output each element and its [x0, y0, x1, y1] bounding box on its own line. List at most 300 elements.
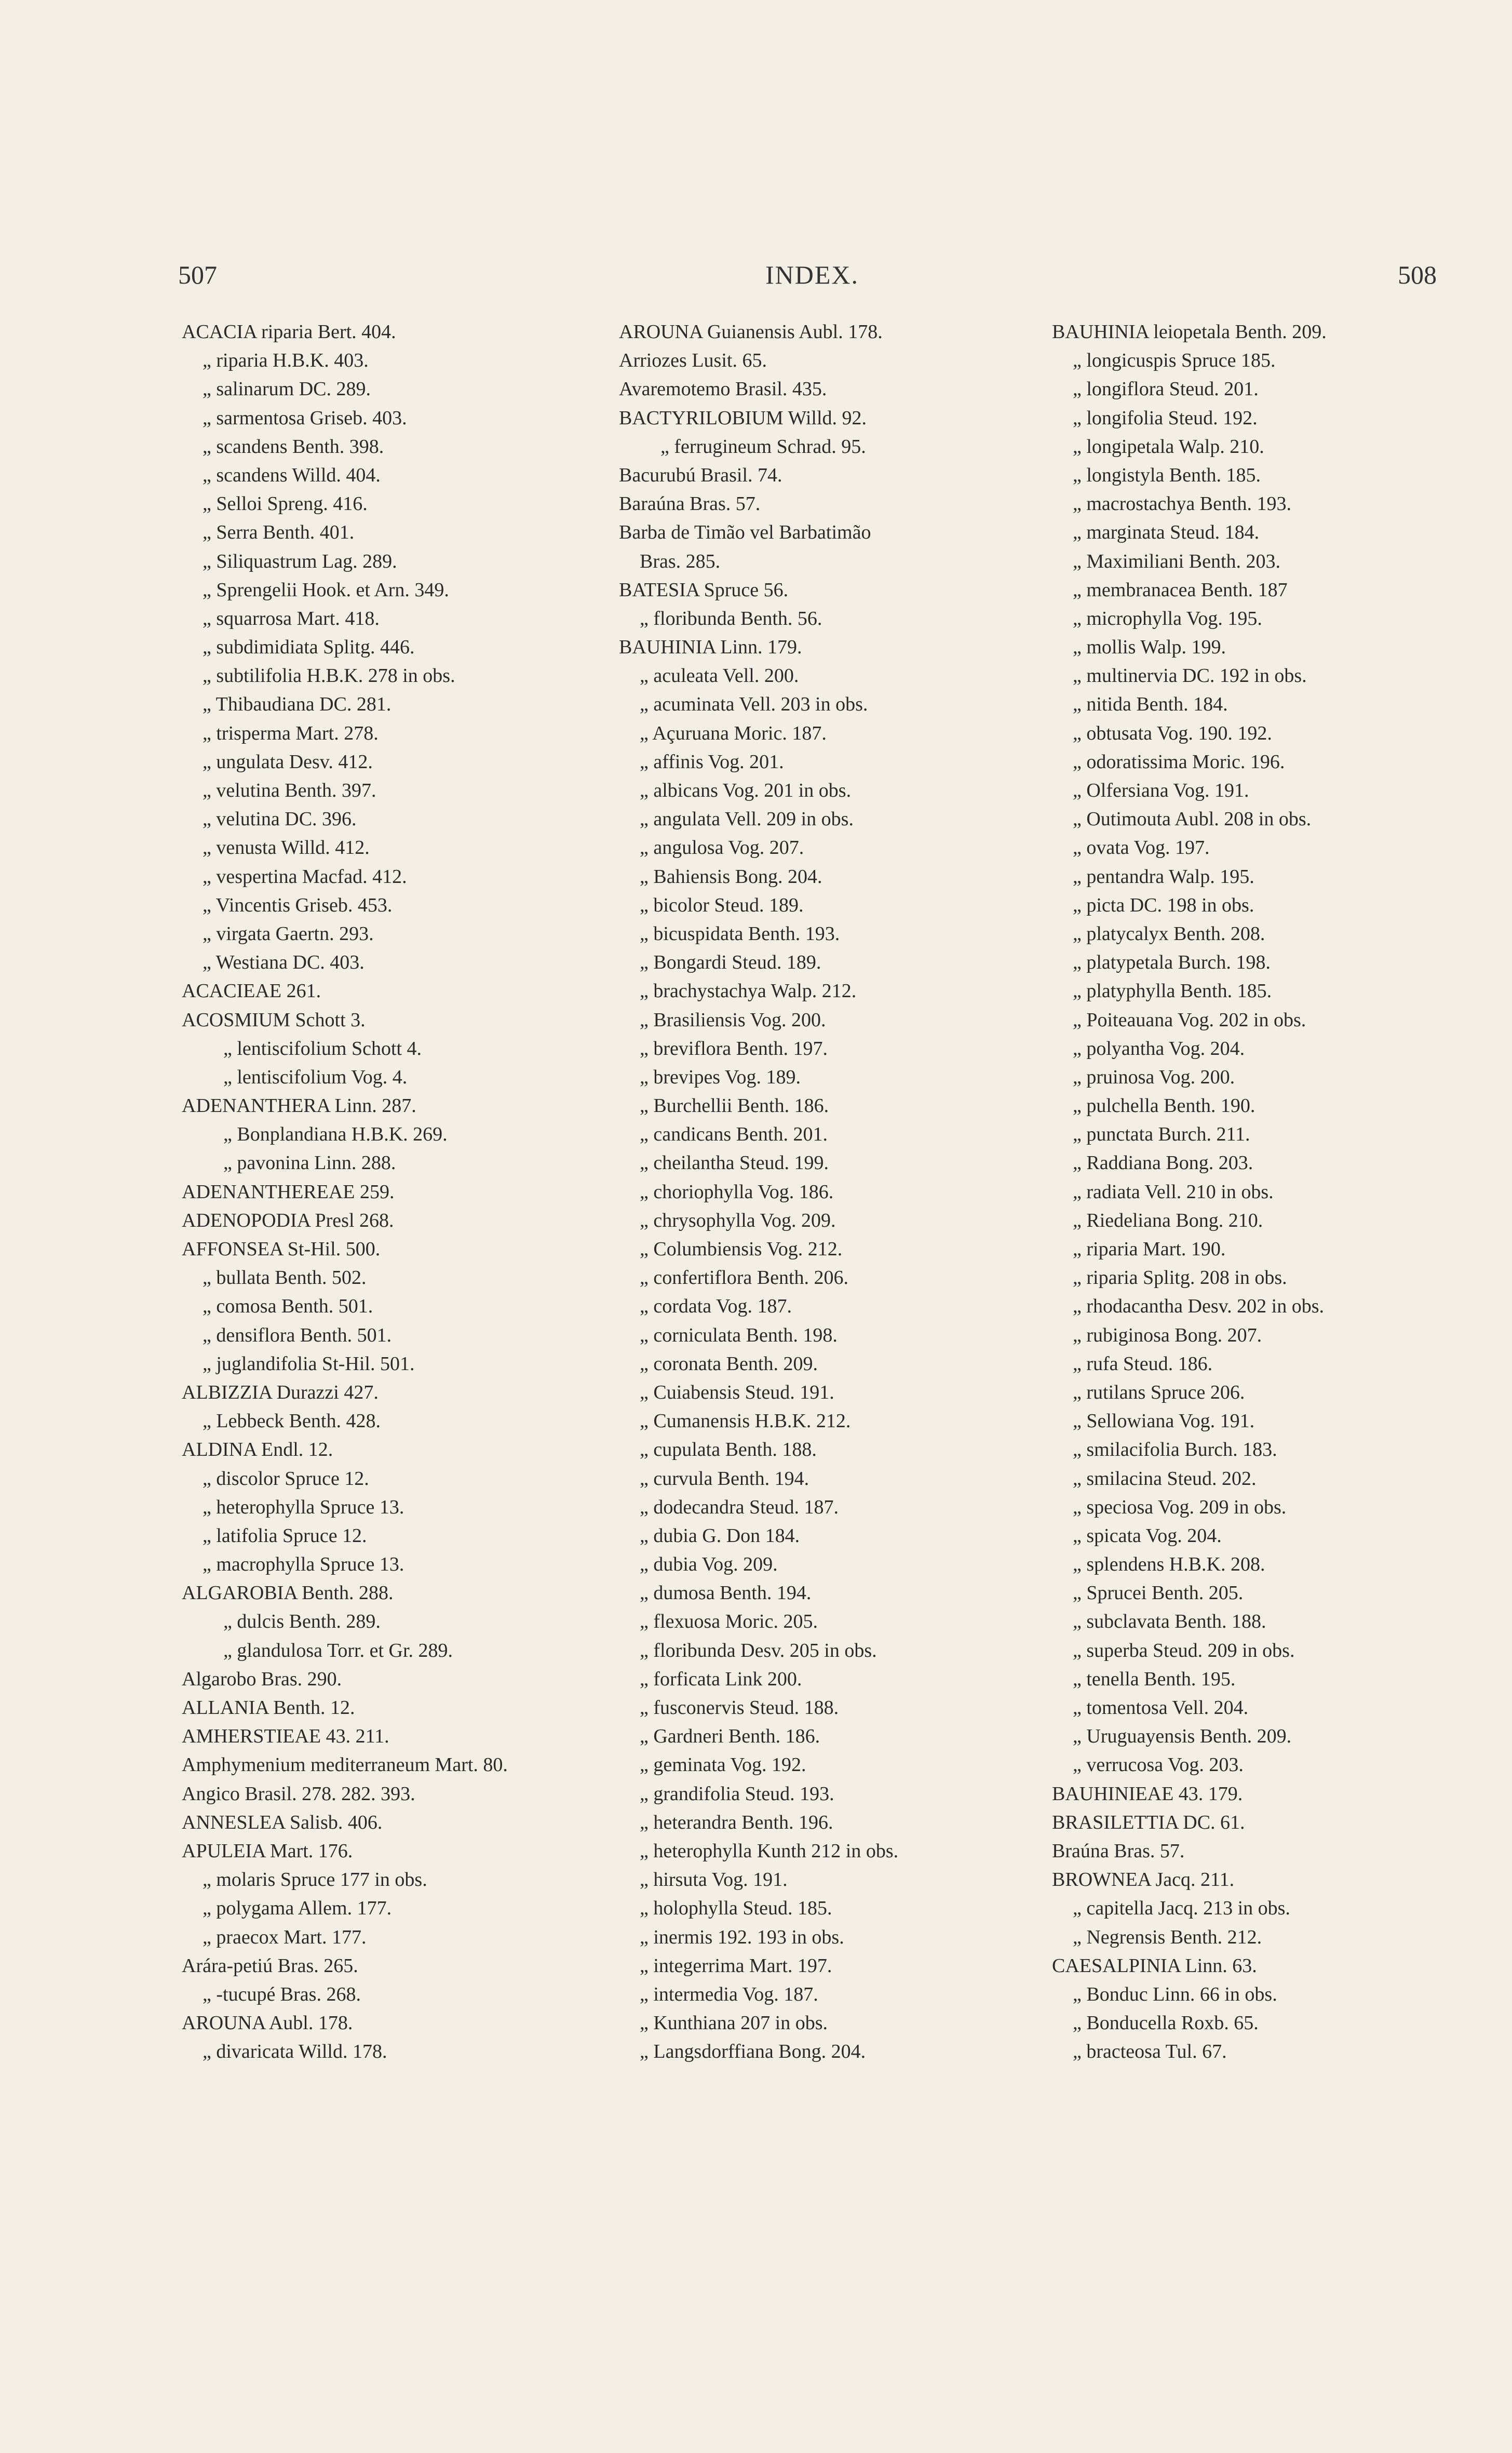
index-entry-text: ADENANTHEREAE 259. [182, 1181, 395, 1203]
index-entry [182, 1465, 639, 1493]
index-entry [1052, 1980, 1509, 2009]
index-entry-text: Barba de Timão vel Barbatimão [619, 521, 871, 544]
index-entry-text: „ Westiana DC. 403. [203, 951, 365, 974]
index-entry-text: „ molaris Spruce 177 in obs. [203, 1869, 427, 1891]
index-entry [619, 1178, 1076, 1207]
index-entry-text: „ Maximiliani Benth. 203. [1073, 550, 1281, 572]
index-entry-text: „ sarmentosa Griseb. 403. [203, 407, 407, 429]
index-entry-text: „ platyphylla Benth. 185. [1073, 980, 1272, 1002]
index-entry [1052, 2038, 1509, 2066]
index-entry-text: BAUHINIEAE 43. 179. [1052, 1782, 1243, 1805]
index-entry-text: ACACIEAE 261. [182, 980, 321, 1002]
index-entry [182, 719, 639, 748]
index-entry-text: APULEIA Mart. 176. [182, 1840, 353, 1862]
index-entry-text: ADENOPODIA Presl 268. [182, 1209, 394, 1231]
index-entry [1052, 1092, 1509, 1120]
index-entry-text: „ hirsuta Vog. 191. [640, 1869, 788, 1891]
index-entry-text: „ divaricata Willd. 178. [203, 2041, 387, 2063]
index-entry [182, 920, 639, 948]
index-entry [182, 1694, 639, 1722]
index-entry [182, 1980, 639, 2009]
index-entry-text: „ mollis Walp. 199. [1073, 636, 1226, 659]
index-entry [182, 776, 639, 805]
index-entry-text: „ fusconervis Steud. 188. [640, 1697, 839, 1719]
index-entry [1052, 891, 1509, 920]
index-entry-text: „ pulchella Benth. 190. [1073, 1095, 1256, 1117]
index-entry-text: BAUHINIA Linn. 179. [619, 636, 802, 659]
index-entry [619, 1894, 1076, 1923]
index-entry-text: „ Burchellii Benth. 186. [640, 1095, 829, 1117]
index-entry [619, 1465, 1076, 1493]
index-entry [619, 719, 1076, 748]
index-entry-text: „ Sprucei Benth. 205. [1073, 1582, 1244, 1604]
index-entry [619, 748, 1076, 776]
index-entry [1052, 1264, 1509, 1292]
page-header [0, 260, 1512, 301]
index-entry-text: „ subtilifolia H.B.K. 278 in obs. [203, 665, 455, 687]
index-entry [182, 1120, 639, 1149]
index-entry-text: „ longiflora Steud. 201. [1073, 378, 1259, 400]
index-entry [1052, 633, 1509, 662]
index-entry [182, 1321, 639, 1350]
index-entry [182, 1436, 639, 1464]
index-entry-text: „ Açuruana Moric. 187. [640, 722, 827, 744]
index-entry [182, 1407, 639, 1436]
index-entry [1052, 1292, 1509, 1321]
index-entry [619, 1407, 1076, 1436]
index-entry [619, 1722, 1076, 1751]
index-entry [619, 1751, 1076, 1779]
index-entry-text: ALBIZZIA Durazzi 427. [182, 1381, 379, 1403]
index-entry [182, 1637, 639, 1665]
index-entry [619, 1207, 1076, 1235]
index-entry [619, 977, 1076, 1006]
index-entry [1052, 948, 1509, 977]
index-entry [619, 1665, 1076, 1694]
index-entry [1052, 977, 1509, 1006]
index-entry [619, 1006, 1076, 1035]
index-entry-text: „ capitella Jacq. 213 in obs. [1073, 1897, 1290, 1920]
index-entry-text: „ comosa Benth. 501. [203, 1295, 373, 1318]
index-entry-text: „ candicans Benth. 201. [640, 1123, 828, 1146]
index-entry-text: Baraúna Bras. 57. [619, 493, 761, 515]
index-entry-text: BAUHINIA leiopetala Benth. 209. [1052, 321, 1327, 343]
index-entry [619, 1866, 1076, 1894]
index-entry [182, 748, 639, 776]
index-entry [619, 576, 1076, 605]
index-entry [619, 891, 1076, 920]
index-entry [1052, 1465, 1509, 1493]
index-entry [182, 1522, 639, 1550]
index-entry-text: „ Gardneri Benth. 186. [640, 1725, 820, 1748]
index-entry-text: „ obtusata Vog. 190. 192. [1073, 722, 1272, 744]
index-entry [619, 547, 1076, 576]
index-entry [182, 461, 639, 490]
index-entry [182, 1264, 639, 1292]
index-entry [619, 375, 1076, 404]
index-entry-text: „ trisperma Mart. 278. [203, 722, 379, 744]
index-entry-text: CAESALPINIA Linn. 63. [1052, 1954, 1257, 1977]
index-entry [1052, 433, 1509, 461]
index-entry [619, 948, 1076, 977]
index-entry [1052, 1149, 1509, 1177]
index-entry-text: „ Langsdorffiana Bong. 204. [640, 2041, 866, 2063]
index-entry-text: „ acuminata Vell. 203 in obs. [640, 693, 868, 716]
index-entry-text: „ Brasiliensis Vog. 200. [640, 1009, 826, 1031]
index-entry-text: „ spicata Vog. 204. [1073, 1524, 1222, 1547]
index-entry [619, 690, 1076, 719]
index-entry [182, 318, 639, 346]
index-entry [1052, 1694, 1509, 1722]
index-entry [182, 1178, 639, 1207]
index-entry [619, 461, 1076, 490]
index-entry [182, 1952, 639, 1980]
index-entry [182, 633, 639, 662]
index-entry [1052, 1607, 1509, 1636]
index-entry-text: „ squarrosa Mart. 418. [203, 607, 380, 629]
index-entry-text: „ scandens Willd. 404. [203, 464, 381, 486]
index-entry [619, 2009, 1076, 2038]
index-entry [182, 1808, 639, 1837]
index-entry [619, 1780, 1076, 1808]
index-entry-text: „ verrucosa Vog. 203. [1073, 1754, 1244, 1776]
index-entry-text: „ cupulata Benth. 188. [640, 1439, 817, 1461]
index-entry [182, 948, 639, 977]
index-entry [1052, 1407, 1509, 1436]
index-entry [619, 346, 1076, 375]
index-entry [619, 518, 1076, 547]
index-entry-text: „ ferrugineum Schrad. 95. [660, 435, 866, 458]
index-entry [1052, 375, 1509, 404]
index-entry-text: „ Bonducella Roxb. 65. [1073, 2012, 1259, 2034]
index-entry [619, 920, 1076, 948]
index-entry [1052, 346, 1509, 375]
index-entry-text: „ marginata Steud. 184. [1073, 521, 1260, 544]
index-entry [619, 1378, 1076, 1407]
index-entry [182, 690, 639, 719]
index-entry-text: „ flexuosa Moric. 205. [640, 1611, 818, 1633]
index-entry [1052, 1235, 1509, 1264]
index-entry [182, 490, 639, 518]
index-entry-text: „ multinervia DC. 192 in obs. [1073, 665, 1307, 687]
index-entry [1052, 1751, 1509, 1779]
index-entry [619, 404, 1076, 433]
index-entry-text: „ Cuiabensis Steud. 191. [640, 1381, 834, 1403]
index-column-3 [1052, 318, 1509, 2066]
index-entry-text: „ chrysophylla Vog. 209. [640, 1209, 836, 1231]
index-entry-text: „ densiflora Benth. 501. [203, 1324, 392, 1346]
index-entry-text: „ longifolia Steud. 192. [1073, 407, 1258, 429]
index-entry [1052, 461, 1509, 490]
index-entry-text: „ brachystachya Walp. 212. [640, 980, 857, 1002]
index-entry-text: „ speciosa Vog. 209 in obs. [1073, 1496, 1287, 1518]
index-entry-text: AROUNA Guianensis Aubl. 178. [619, 321, 883, 343]
index-entry [619, 1292, 1076, 1321]
index-entry-text: ADENANTHERA Linn. 287. [182, 1095, 416, 1117]
index-entry-text: „ pavonina Linn. 288. [223, 1152, 396, 1174]
index-entry-text: AFFONSEA St-Hil. 500. [182, 1238, 381, 1260]
index-entry [182, 1722, 639, 1751]
index-entry-text: „ picta DC. 198 in obs. [1073, 894, 1254, 916]
index-entry [1052, 1579, 1509, 1607]
index-entry-text: ANNESLEA Salisb. 406. [182, 1811, 383, 1833]
index-entry-text: „ subdimidiata Splitg. 446. [203, 636, 415, 659]
index-entry-text: „ Riedeliana Bong. 210. [1073, 1209, 1263, 1231]
index-entry [1052, 1178, 1509, 1207]
index-entry-text: „ heterophylla Kunth 212 in obs. [640, 1840, 899, 1862]
index-entry-text: „ salinarum DC. 289. [203, 378, 371, 400]
index-entry-text: ALGAROBIA Benth. 288. [182, 1582, 394, 1604]
index-entry-text: Avaremotemo Brasil. 435. [619, 378, 827, 400]
index-entry-text: „ pruinosa Vog. 200. [1073, 1066, 1235, 1088]
index-entry [1052, 1493, 1509, 1522]
index-entry [182, 1751, 639, 1779]
index-entry [1052, 1637, 1509, 1665]
index-entry-text: „ geminata Vog. 192. [640, 1754, 806, 1776]
index-entry [619, 1694, 1076, 1722]
index-entry [619, 1149, 1076, 1177]
index-entry-text: „ Columbiensis Vog. 212. [640, 1238, 843, 1260]
index-entry [619, 805, 1076, 834]
index-entry [1052, 605, 1509, 633]
index-entry-text: „ riparia Splitg. 208 in obs. [1073, 1267, 1287, 1289]
index-entry-text: „ Bonplandiana H.B.K. 269. [223, 1123, 448, 1146]
index-entry-text: „ Outimouta Aubl. 208 in obs. [1073, 808, 1312, 830]
index-entry-text: „ rhodacantha Desv. 202 in obs. [1073, 1295, 1325, 1318]
index-entry-text: „ floribunda Desv. 205 in obs. [640, 1639, 877, 1661]
index-entry-text: „ longistyla Benth. 185. [1073, 464, 1261, 486]
index-entry [1052, 1378, 1509, 1407]
index-entry-text: „ coronata Benth. 209. [640, 1352, 818, 1375]
index-entry [1052, 318, 1509, 346]
index-entry-text: „ Raddiana Bong. 203. [1073, 1152, 1253, 1174]
index-entry [1052, 863, 1509, 891]
index-entry [1052, 748, 1509, 776]
index-entry-text: „ heterophylla Spruce 13. [203, 1496, 404, 1518]
index-entry-text: „ lentiscifolium Schott 4. [223, 1037, 422, 1060]
index-entry [619, 1120, 1076, 1149]
index-entry-text: „ platycalyx Benth. 208. [1073, 922, 1265, 945]
index-entry-text: „ dodecandra Steud. 187. [640, 1496, 839, 1518]
index-entry [619, 1837, 1076, 1866]
index-entry-text: „ scandens Benth. 398. [203, 435, 384, 458]
index-entry [182, 1292, 639, 1321]
index-entry [182, 1235, 639, 1264]
index-entry-text: „ corniculata Benth. 198. [640, 1324, 838, 1346]
index-entry-text: „ bicuspidata Benth. 193. [640, 922, 840, 945]
index-entry-text: „ affinis Vog. 201. [640, 750, 784, 773]
index-entry-text: „ tenella Benth. 195. [1073, 1668, 1236, 1690]
index-entry-text: „ brevipes Vog. 189. [640, 1066, 801, 1088]
index-entry [1052, 576, 1509, 605]
index-entry [182, 1866, 639, 1894]
index-entry [182, 547, 639, 576]
index-entry-text: Algarobo Bras. 290. [182, 1668, 342, 1690]
index-entry-text: „ dumosa Benth. 194. [640, 1582, 812, 1604]
index-entry [182, 1035, 639, 1063]
index-entry [182, 1550, 639, 1579]
index-entry [619, 1522, 1076, 1550]
index-entry-text: „ Poiteauana Vog. 202 in obs. [1073, 1009, 1306, 1031]
index-entry-text: „ odoratissima Moric. 196. [1073, 750, 1285, 773]
index-entry [182, 605, 639, 633]
index-entry [1052, 404, 1509, 433]
index-entry-text: ALLANIA Benth. 12. [182, 1697, 355, 1719]
index-entry [182, 1837, 639, 1866]
index-entry [182, 1063, 639, 1092]
index-entry-text: Arára-petiú Bras. 265. [182, 1954, 358, 1977]
index-entry [619, 1607, 1076, 1636]
index-entry [182, 576, 639, 605]
page-title: INDEX. [765, 260, 859, 289]
index-entry [619, 318, 1076, 346]
index-entry-text: „ discolor Spruce 12. [203, 1467, 369, 1490]
index-entry-text: BROWNEA Jacq. 211. [1052, 1869, 1235, 1891]
index-entry-text: BACTYRILOBIUM Willd. 92. [619, 407, 867, 429]
index-entry-text: „ holophylla Steud. 185. [640, 1897, 832, 1920]
index-entry-text: „ subclavata Benth. 188. [1073, 1611, 1266, 1633]
index-entry-text: „ bicolor Steud. 189. [640, 894, 804, 916]
index-entry-text: „ grandifolia Steud. 193. [640, 1782, 834, 1805]
index-entry-text: „ aculeata Vell. 200. [640, 665, 799, 687]
index-entry-text: „ tomentosa Vell. 204. [1073, 1697, 1249, 1719]
index-entry-text: „ inermis 192. 193 in obs. [640, 1926, 844, 1948]
index-entry [1052, 1207, 1509, 1235]
index-entry [619, 1350, 1076, 1378]
index-entry [619, 1493, 1076, 1522]
index-entry [1052, 1550, 1509, 1579]
index-entry-text: „ dubia G. Don 184. [640, 1524, 800, 1547]
index-entry-text: „ Sprengelii Hook. et Arn. 349. [203, 579, 449, 601]
index-entry-text: „ integerrima Mart. 197. [640, 1954, 832, 1977]
index-entry-text: „ lentiscifolium Vog. 4. [223, 1066, 408, 1088]
index-entry-text: „ -tucupé Bras. 268. [203, 1983, 361, 2005]
index-entry-text: BATESIA Spruce 56. [619, 579, 789, 601]
index-entry [182, 1923, 639, 1952]
index-column-1 [182, 318, 639, 2066]
index-entry [182, 1350, 639, 1378]
index-entry [1052, 776, 1509, 805]
index-entry-text: „ rubiginosa Bong. 207. [1073, 1324, 1262, 1346]
index-entry [1052, 1665, 1509, 1694]
index-entry [182, 2009, 639, 2038]
right-page-number: 508 [1398, 260, 1437, 289]
index-entry-text: „ Negrensis Benth. 212. [1073, 1926, 1262, 1948]
index-entry-text: „ cordata Vog. 187. [640, 1295, 792, 1318]
index-entry [182, 346, 639, 375]
index-entry [619, 1550, 1076, 1579]
index-entry-text: „ riparia H.B.K. 403. [203, 350, 369, 372]
index-entry-text: „ bullata Benth. 502. [203, 1267, 367, 1289]
index-entry [619, 433, 1076, 461]
index-entry-text: Bacurubú Brasil. 74. [619, 464, 782, 486]
index-entry [182, 1607, 639, 1636]
index-entry-text: „ riparia Mart. 190. [1073, 1238, 1226, 1260]
index-entry-text: „ Siliquastrum Lag. 289. [203, 550, 397, 572]
index-entry [182, 834, 639, 862]
index-entry [619, 605, 1076, 633]
index-entry [619, 834, 1076, 862]
index-entry-text: „ praecox Mart. 177. [203, 1926, 367, 1948]
index-entry-text: „ confertiflora Benth. 206. [640, 1267, 849, 1289]
index-entry-text: AMHERSTIEAE 43. 211. [182, 1725, 389, 1748]
index-entry [182, 433, 639, 461]
index-entry [1052, 1120, 1509, 1149]
index-entry-text: „ Bonduc Linn. 66 in obs. [1073, 1983, 1277, 2005]
index-entry [182, 863, 639, 891]
index-entry [1052, 690, 1509, 719]
index-entry-text: „ heterandra Benth. 196. [640, 1811, 833, 1833]
index-entry [1052, 1006, 1509, 1035]
index-entry [182, 977, 639, 1006]
index-entry [182, 1780, 639, 1808]
index-entry-text: „ Olfersiana Vog. 191. [1073, 780, 1249, 801]
index-entry-text: „ longicuspis Spruce 185. [1073, 350, 1276, 372]
index-entry [182, 518, 639, 547]
index-entry [182, 2038, 639, 2066]
index-entry-text: „ membranacea Benth. 187 [1073, 579, 1288, 601]
index-entry-text: „ intermedia Vog. 187. [640, 1983, 818, 2005]
index-entry [1052, 1837, 1509, 1866]
index-entry-text: „ superba Steud. 209 in obs. [1073, 1639, 1295, 1661]
index-entry-text: „ albicans Vog. 201 in obs. [640, 780, 852, 801]
index-entry [182, 1149, 639, 1177]
index-entry-text: „ virgata Gaertn. 293. [203, 922, 374, 945]
index-entry-text: Bras. 285. [640, 550, 721, 572]
index-column-2 [619, 318, 1076, 2066]
index-entry-text: Braúna Bras. 57. [1052, 1840, 1185, 1862]
index-entry [619, 1808, 1076, 1837]
index-entry-text: „ latifolia Spruce 12. [203, 1524, 367, 1547]
index-entry-text: „ rufa Steud. 186. [1073, 1352, 1213, 1375]
index-entry-text: „ vespertina Macfad. 412. [203, 865, 407, 888]
index-entry-text: „ Thibaudiana DC. 281. [203, 693, 392, 716]
index-entry [182, 404, 639, 433]
index-entry-text: „ splendens H.B.K. 208. [1073, 1553, 1265, 1576]
index-entry [1052, 490, 1509, 518]
index-entry-text: „ curvula Benth. 194. [640, 1467, 809, 1490]
index-entry [182, 891, 639, 920]
index-entry-text: „ longipetala Walp. 210. [1073, 435, 1264, 458]
index-entry-text: „ radiata Vell. 210 in obs. [1073, 1181, 1274, 1203]
index-entry-text: BRASILETTIA DC. 61. [1052, 1811, 1245, 1833]
index-entry-text: „ microphylla Vog. 195. [1073, 607, 1262, 629]
index-entry-text: „ Bongardi Steud. 189. [640, 951, 821, 974]
index-entry [1052, 1522, 1509, 1550]
index-entry-text: Arriozes Lusit. 65. [619, 350, 767, 372]
index-entry-text: „ macrophylla Spruce 13. [203, 1553, 404, 1576]
index-entry [1052, 1722, 1509, 1751]
index-entry-text: „ dulcis Benth. 289. [223, 1611, 381, 1633]
index-entry-text: „ pentandra Walp. 195. [1073, 865, 1254, 888]
index-entry-text: „ velutina Benth. 397. [203, 780, 376, 801]
index-entry-text: „ ungulata Desv. 412. [203, 750, 373, 773]
index-entry-text: „ Serra Benth. 401. [203, 521, 355, 544]
index-entry [619, 1952, 1076, 1980]
index-entry [1052, 2009, 1509, 2038]
index-entry-text: „ rutilans Spruce 206. [1073, 1381, 1245, 1403]
index-entry [619, 2038, 1076, 2066]
index-entry [182, 1894, 639, 1923]
index-entry [182, 375, 639, 404]
index-entry [1052, 1808, 1509, 1837]
index-entry-text: „ juglandifolia St-Hil. 501. [203, 1352, 415, 1375]
index-entry [1052, 1894, 1509, 1923]
index-entry [1052, 834, 1509, 862]
index-entry [619, 1579, 1076, 1607]
index-entry [619, 1980, 1076, 2009]
index-entry [182, 1092, 639, 1120]
